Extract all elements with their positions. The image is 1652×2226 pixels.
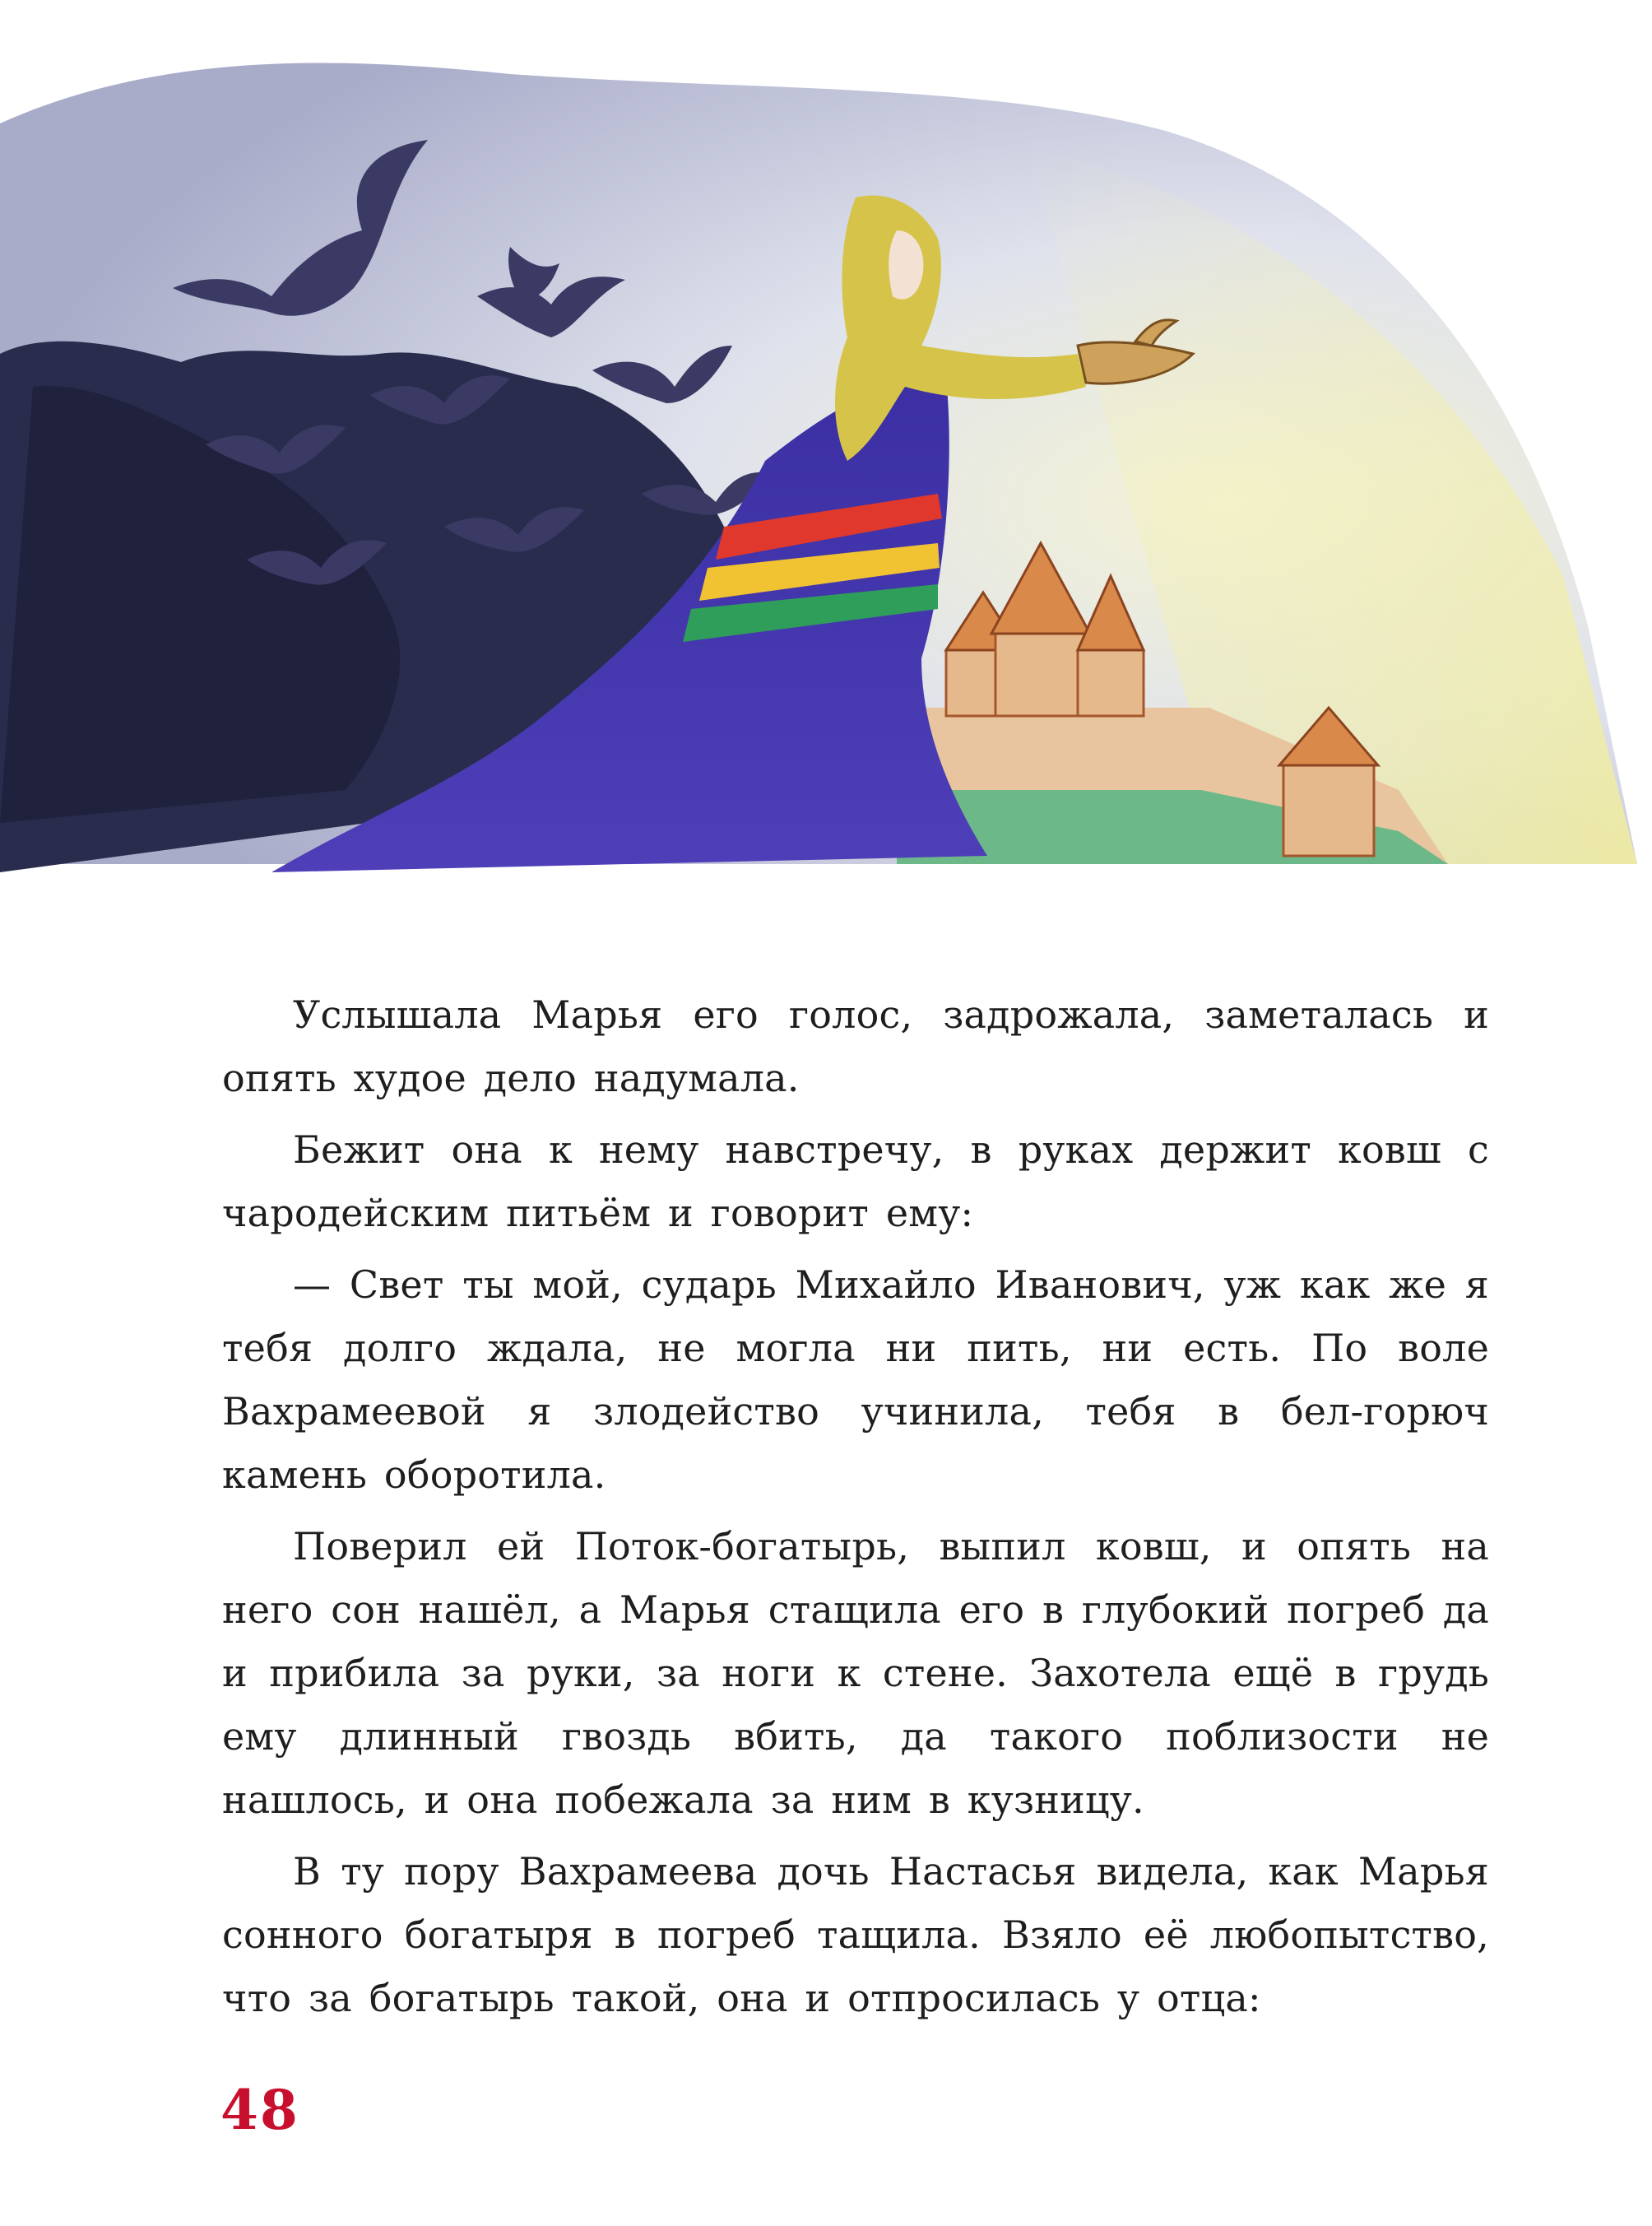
paragraph: Поверил ей Поток-богатырь, выпил ковш, и опять на него сон нашёл, а Марья стащила его в глубокий погреб да и прибила за руки, за ноги к стене. Захотела ещё в грудь ему длинный гвоздь вбить, да такого поблизости не нашлось, и она побежала за ним в кузницу. (222, 1524, 1489, 1822)
story-illustration (0, 0, 1652, 913)
paragraph: Услышала Марья его голос, задрожала, заметалась и опять худое дело надумала. (222, 992, 1489, 1100)
story-text (222, 983, 1489, 2038)
paragraph: — Свет ты мой, сударь Михайло Иванович, уж как же я тебя долго ждала, не могла ни пить, ни есть. По воле Вахрамеевой я злодейство учинила, тебя в бел-горюч камень оборотила. (222, 1262, 1489, 1497)
watercolor-illustration (0, 0, 1652, 913)
page-number: 48 (220, 2078, 299, 2142)
paragraph: В ту пору Вахрамеева дочь Настасья видела, как Марья сонного богатыря в погреб тащила. Взяло её любопытство, что за богатырь такой, она и отпросилась у отца: (222, 1849, 1489, 2020)
paragraph: Бежит она к нему навстречу, в руках держит ковш с чародейским питьём и говорит ему: (222, 1127, 1489, 1235)
